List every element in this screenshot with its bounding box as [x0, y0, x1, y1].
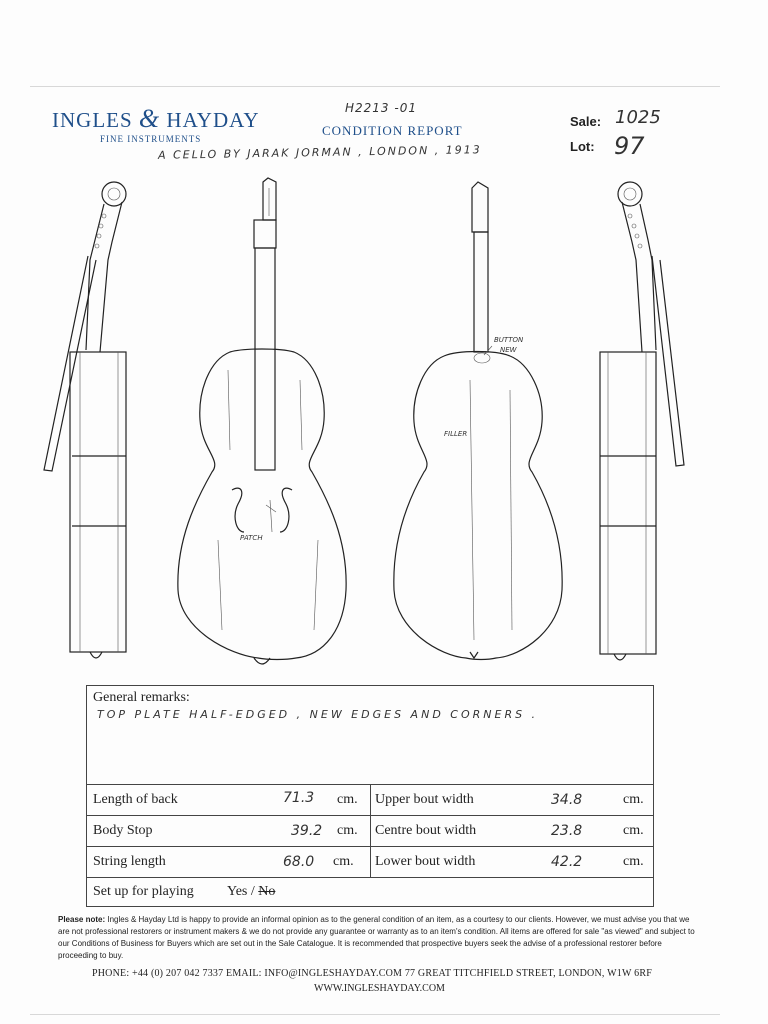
remarks-text: TOP PLATE HALF-EDGED , NEW EDGES AND CORNERS . [97, 708, 539, 721]
brand-tagline: FINE INSTRUMENTS [100, 134, 202, 144]
length-of-back-label: Length of back [93, 792, 178, 807]
centre-bout-label: Centre bout width [375, 823, 477, 838]
lot-value: 97 [614, 132, 645, 160]
lower-bout-value: 42.2 [551, 854, 583, 870]
brand-name-part2: HAYDAY [166, 108, 260, 132]
centre-bout-value: 23.8 [551, 823, 583, 839]
disclaimer-note [58, 914, 698, 962]
setup-yes: Yes / [227, 884, 255, 899]
upper-bout-label: Upper bout width [375, 792, 474, 807]
string-length-unit: cm. [333, 854, 354, 869]
brand-ampersand: & [138, 104, 161, 133]
body-stop-unit: cm. [337, 823, 358, 838]
string-length-value: 68.0 [283, 854, 315, 870]
length-of-back-unit: cm. [337, 792, 358, 807]
cello-diagram [0, 160, 768, 680]
table-divider [87, 877, 653, 878]
body-stop-label: Body Stop [93, 823, 153, 838]
patch-annotation: PATCH [240, 534, 263, 542]
footer-website[interactable]: WWW.INGLESHAYDAY.COM [314, 983, 445, 994]
brand-logo [52, 104, 260, 134]
top-rule [30, 86, 720, 87]
new-annotation: NEW [500, 346, 517, 354]
upper-bout-unit: cm. [623, 792, 644, 807]
lower-bout-unit: cm. [623, 854, 644, 869]
disclaimer-text: Ingles & Hayday Ltd is happy to provide an informal opinion as to the general condition of an item, as a courtesy to our clients. However, we must advise you that we are not professional restorers or instrument makers & we do not provide any guarantee or warranty as to an item's condition. All items are offered for sale "as viewed" and subject to our Conditions of Business for Buyers which are set out in the Sale Catalogue. It is recommended that prospective buyers seek the advise of a professional restorer before proceeding to buy. [58, 915, 695, 960]
table-column-divider [370, 784, 371, 877]
condition-table [86, 685, 654, 907]
setup-answer [227, 884, 275, 900]
cello-side-view-right [600, 182, 684, 660]
bottom-rule [30, 1014, 720, 1015]
report-reference: H2213 -01 [345, 101, 417, 115]
length-of-back-value: 71.3 [283, 790, 315, 806]
cello-side-view-left [44, 182, 126, 658]
setup-label: Set up for playing [93, 884, 194, 899]
string-length-label: String length [93, 854, 166, 869]
cello-front-view [178, 178, 346, 664]
remarks-label: General remarks: [93, 690, 190, 705]
centre-bout-unit: cm. [623, 823, 644, 838]
button-annotation: BUTTON [494, 336, 524, 344]
footer-contact: PHONE: +44 (0) 207 042 7337 EMAIL: INFO@INGLESHAYDAY.COM 77 GREAT TITCHFIELD STREET, LONDON, W1W 6RF [92, 968, 652, 979]
disclaimer-lead: Please note: [58, 915, 106, 924]
cello-back-view [394, 182, 562, 660]
brand-name-part1: INGLES [52, 108, 133, 132]
lot-label: Lot: [570, 139, 595, 154]
report-subject: A CELLO BY JARAK JORMAN , LONDON , 1913 [157, 143, 482, 162]
report-title: CONDITION REPORT [322, 123, 463, 138]
upper-bout-value: 34.8 [551, 792, 583, 808]
sale-label: Sale: [570, 114, 602, 129]
body-stop-value: 39.2 [291, 823, 323, 839]
setup-no: No [258, 884, 276, 899]
lower-bout-label: Lower bout width [375, 854, 476, 869]
sale-value: 1025 [615, 107, 661, 128]
filler-annotation: FILLER [444, 430, 468, 438]
